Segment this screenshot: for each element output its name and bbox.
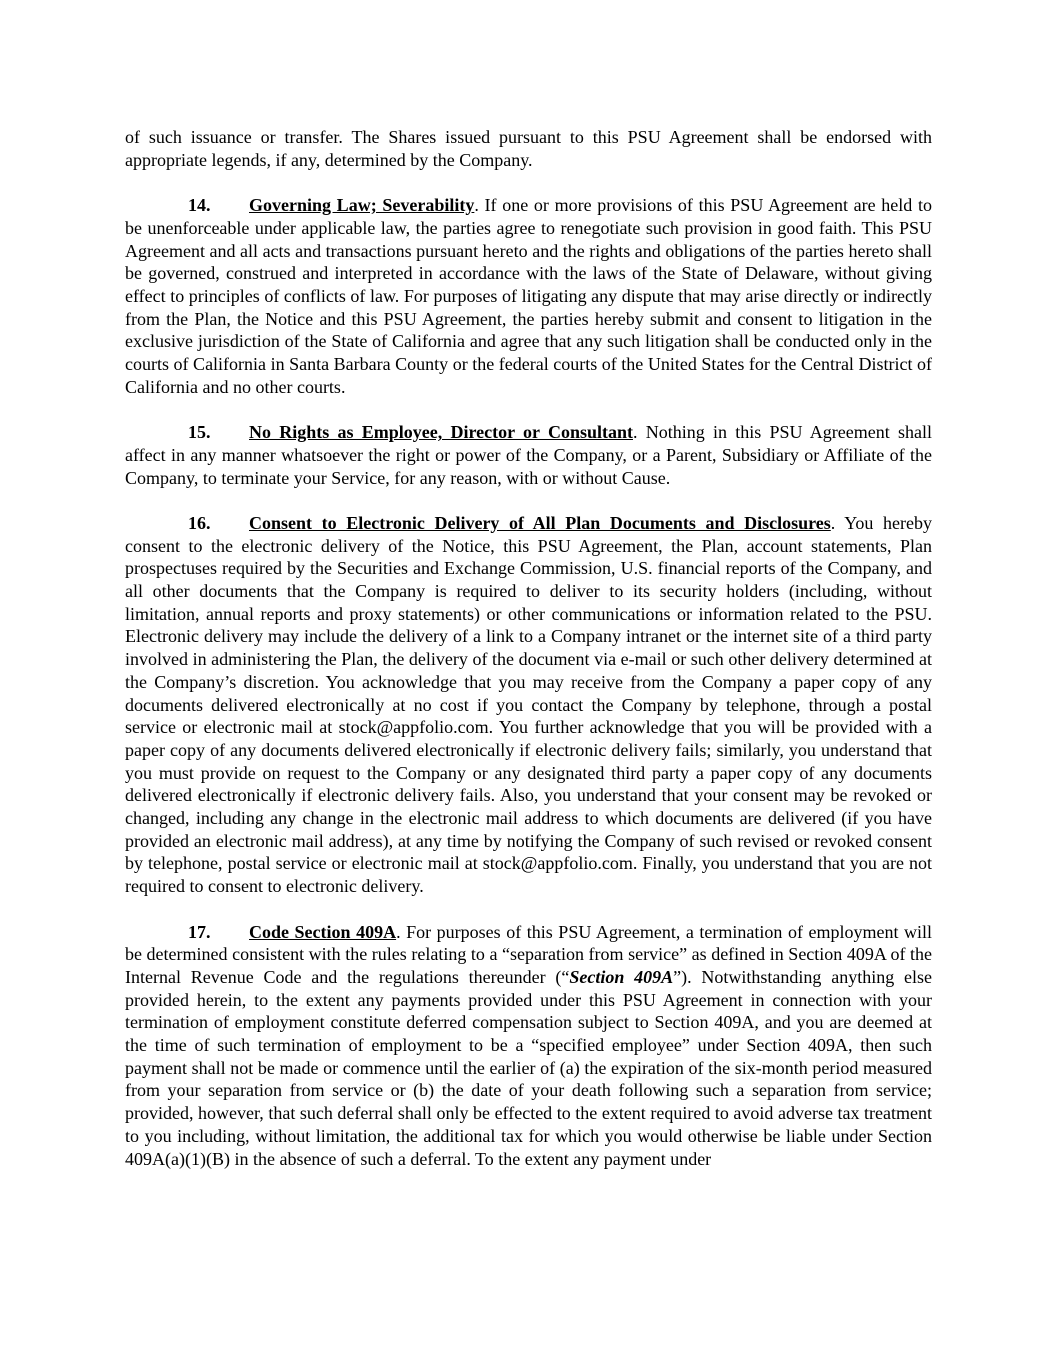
section-number: 16. — [188, 512, 211, 533]
section-text: . Nothing in this PSU Agreement shall affect in any manner whatsoever the right or power of the Company, or a Parent, Subsidiary or Affiliate of the Company, to terminate your Service, for any reason, with or without Cause. — [125, 422, 932, 488]
section-number: 15. — [188, 422, 211, 443]
section-text-continued: ”). Notwithstanding anything else provided herein, to the extent any payments provided under this PSU Agreement in connection with your termination of employment constitute deferred compensation subject to Section 409A, and you are deemed at the time of such termination of employment to be a “specified employee” under Section 409A, then such payment shall not be made or commence until the earlier of (a) the expiration of the six-month period measured from your separation from service or (b) the date of your death following such a separation from service; provided, however, that such deferral shall only be effected to the extent required to avoid adverse tax treatment to you including, without limitation, the additional tax for which you would otherwise be liable under Section 409A(a)(1)(B) in the absence of such a deferral. To the extent any payment under — [125, 966, 932, 1169]
section-heading: Code Section 409A — [249, 921, 397, 942]
section-text: . You hereby consent to the electronic delivery of the Notice, this PSU Agreement, the Plan, account statements, Plan prospectuses required by the Securities and Exchange Commission, U.S. financial reports of the Company, and all other documents that the Company is required to deliver to its security holders (including, without limitation, annual reports and proxy statements) or other communications or information related to the PSU. Electronic delivery may include the delivery of a link to a Company intranet or the internet site of a third party involved in administering the Plan, the delivery of the document via e-mail or such other delivery determined at the Company’s discretion. You acknowledge that you may receive from the Company a paper copy of any documents delivered electronically at no cost if you contact the Company by telephone, through a postal service or electronic mail at stock@appfolio.com. You further acknowledge that you will be provided with a paper copy of any documents delivered electronically if electronic delivery fails; similarly, you understand that you must provide on request to the Company or any designated third party a paper copy of any documents delivered electronically if electronic delivery fails. Also, you understand that your consent may be revoked or changed, including any change in the electronic mail address to which documents are delivered (if you have provided an electronic mail address), at any time by notifying the Company of such revised or revoked consent by telephone, postal service or electronic mail at stock@appfolio.com. Finally, you understand that you are not required to consent to electronic delivery. — [125, 512, 932, 897]
section-heading: Consent to Electronic Delivery of All Plan Documents and Disclosures — [249, 512, 831, 533]
intro-paragraph: of such issuance or transfer. The Shares issued pursuant to this PSU Agreement shall be endorsed with appropriate legends, if any, determined by the Company. — [125, 127, 932, 170]
section-text: . If one or more provisions of this PSU Agreement are held to be unenforceable under applicable law, the parties agree to renegotiate such provision in good faith. This PSU Agreement and all acts and transactions pursuant hereto and the rights and obligations of the parties hereto shall be governed, construed and interpreted in accordance with the laws of the State of Delaware, without giving effect to principles of conflicts of law. For purposes of litigating any dispute that may arise directly or indirectly from the Plan, the Notice and this PSU Agreement, the parties hereby submit and consent to litigation in the exclusive jurisdiction of the State of California and agree that any such litigation shall be conducted only in the courts of California in Santa Barbara County or the federal courts of the United States for the Central District of California and no other courts. — [125, 195, 932, 397]
section-14 — [125, 194, 932, 398]
section-16 — [125, 512, 932, 898]
section-number: 14. — [188, 195, 211, 216]
document-page — [125, 126, 932, 1193]
section-15 — [125, 421, 932, 489]
section-heading: Governing Law; Severability — [249, 195, 475, 216]
defined-term: Section 409A — [569, 966, 674, 987]
section-17 — [125, 921, 932, 1171]
section-text: . For purposes of this PSU Agreement, a termination of employment will be determined consistent with the rules relating to a “separation from service” as defined in Section 409A of the Internal Revenue Code and the regulations thereunder (“ — [125, 921, 933, 987]
section-number: 17. — [188, 921, 211, 942]
section-heading: No Rights as Employee, Director or Consultant — [249, 422, 633, 443]
